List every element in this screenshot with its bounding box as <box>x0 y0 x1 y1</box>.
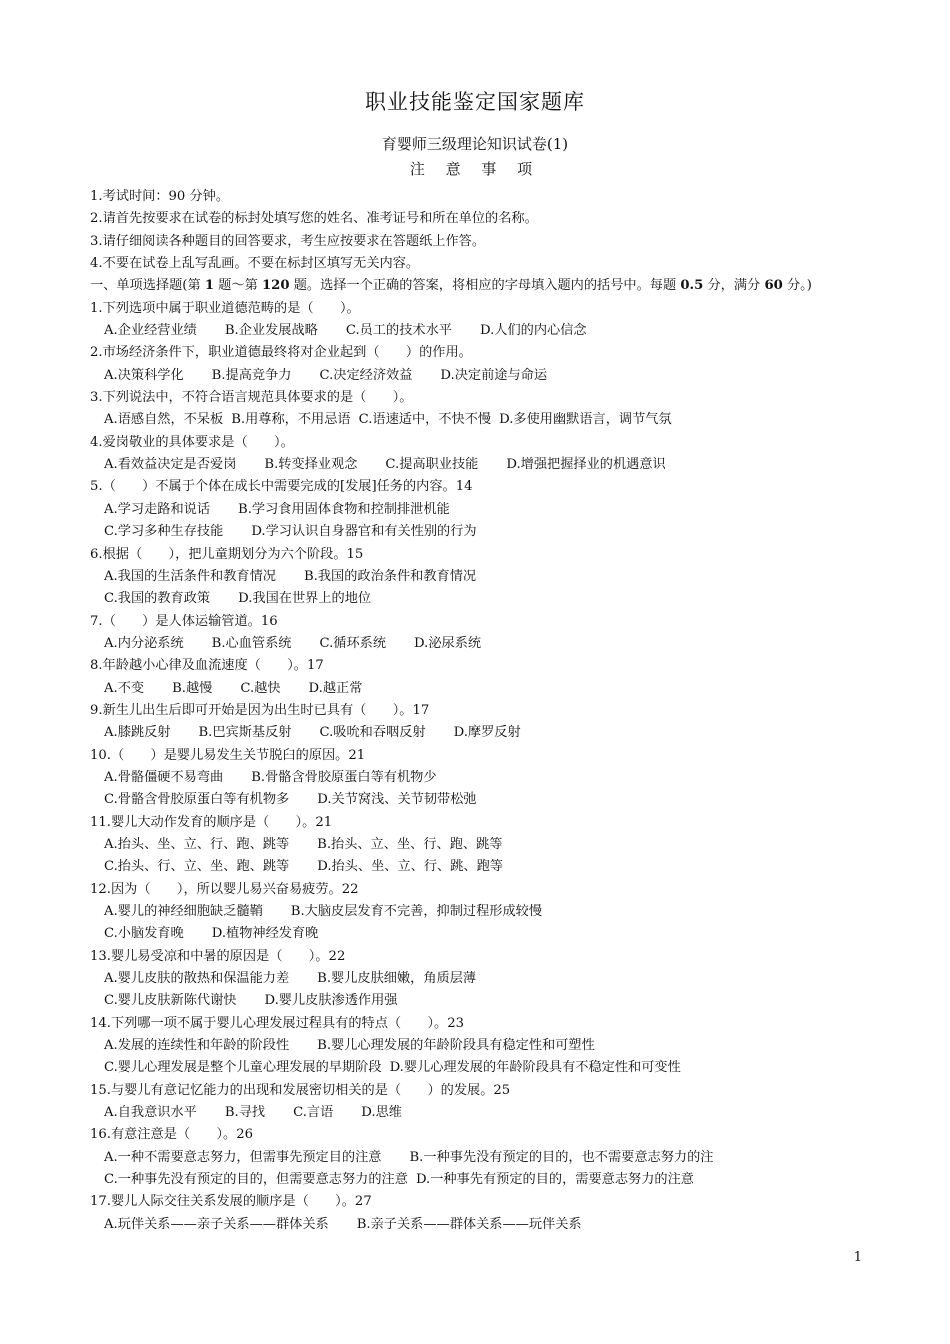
instruction-1: 1.考试时间：90 分钟。 <box>90 189 230 204</box>
answer-option: C.循环系统 <box>319 635 387 651</box>
answer-option: B.提高竞争力 <box>211 367 292 383</box>
answer-option: B.大脑皮层发育不完善，抑制过程形成较慢 <box>290 904 543 919</box>
question-stem: 16.有意注意是（ ）。26 <box>90 1127 254 1143</box>
section-heading <box>90 275 920 297</box>
answer-option: B.抬头、立、坐、行、跑、跳等 <box>317 836 503 852</box>
answer-option: C.学习多种生存技能 <box>104 524 224 540</box>
answer-option: B.我国的政治条件和教育情况 <box>303 568 477 584</box>
option-row <box>90 320 920 342</box>
answer-option: B.一种事先没有预定的目的，也不需要意志努力的注 <box>409 1149 714 1165</box>
answer-option: C.吸吮和吞咽反射 <box>319 725 426 741</box>
question-stem: 13.婴儿易受凉和中暑的原因是（ ）。22 <box>90 948 346 964</box>
answer-option: A.看效益决定是否爱岗 <box>104 457 237 473</box>
answer-option: D.摩罗反射 <box>453 725 521 741</box>
section-text: 分，满分 <box>703 278 765 294</box>
option-row <box>90 1169 920 1191</box>
answer-option: C.语速适中，不快不慢 <box>358 412 492 428</box>
question-stem: 7.（ ）是人体运输管道。16 <box>90 613 278 629</box>
answer-option: B.用尊称，不用忌语 <box>231 412 351 428</box>
question-stem: 2.市场经济条件下，职业道德最终将对企业起到（ ）的作用。 <box>90 345 472 361</box>
option-row <box>90 365 920 387</box>
instruction-3: 3.请仔细阅读各种题目的回答要求，考生应按要求在答题纸上作答。 <box>90 233 486 249</box>
answer-option: A.一种不需要意志努力，但需事先预定目的注意 <box>104 1149 382 1165</box>
answer-option: B.越慢 <box>172 680 213 696</box>
answer-option: D.婴儿皮肤渗透作用强 <box>264 993 398 1009</box>
instruction-2: 2.请首先按要求在试卷的标封处填写您的姓名、准考证号和所在单位的名称。 <box>90 211 538 227</box>
answer-option: D.泌尿系统 <box>414 635 482 651</box>
answer-option: A.学习走路和说话 <box>104 501 211 517</box>
answer-option: A.发展的连续性和年龄的阶段性 <box>104 1038 290 1054</box>
option-row <box>90 1214 920 1236</box>
answer-option: D.婴儿心理发展的年龄阶段具有不稳定性和可变性 <box>389 1060 681 1076</box>
section-bold: 1 <box>204 278 215 294</box>
answer-option: C.骨骼含骨胶原蛋白等有机物多 <box>104 792 290 808</box>
question-stem: 9.新生儿出生后即可开始是因为出生时已具有（ ）。17 <box>90 702 430 718</box>
answer-option: D.多使用幽默语言，调节气氛 <box>499 412 672 428</box>
answer-option: C.小脑发育晚 <box>104 926 184 942</box>
answer-option: D.植物神经发育晚 <box>211 926 319 942</box>
answer-option: B.企业发展战略 <box>224 323 318 339</box>
option-row <box>90 923 920 945</box>
option-row <box>90 454 920 476</box>
question-stem: 8.年龄越小心律及血流速度（ ）。17 <box>90 658 324 674</box>
answer-option: D.学习认识自身器官和有关性别的行为 <box>251 524 477 540</box>
notice-heading: 注 意 事 项 <box>409 160 541 178</box>
section-text: 题。选择一个正确的答案，将相应的字母填入题内的括号中。每题 <box>289 278 681 294</box>
answer-option: A.膝跳反射 <box>104 725 171 741</box>
answer-option: B.巴宾斯基反射 <box>198 725 292 741</box>
question-stem: 6.根据（ ），把儿童期划分为六个阶段。15 <box>90 546 364 562</box>
section-text: 题～第 <box>214 278 262 294</box>
answer-option: D.我国在世界上的地位 <box>238 591 372 607</box>
answer-option: D.越正常 <box>308 680 363 696</box>
question-stem: 14.下列哪一项不属于婴儿心理发展过程具有的特点（ ）。23 <box>90 1015 465 1031</box>
exam-subtitle: 育婴师三级理论知识试卷(1) <box>381 135 569 153</box>
option-row <box>90 901 920 923</box>
answer-option: B.学习食用固体食物和控制排泄机能 <box>238 501 450 517</box>
answer-option: A.婴儿皮肤的散热和保温能力差 <box>104 971 290 987</box>
answer-option: A.不变 <box>104 680 145 696</box>
instruction-4: 4.不要在试卷上乱写乱画。不要在标封区填写无关内容。 <box>90 256 420 272</box>
question-stem: 3.下列说法中，不符合语言规范具体要求的是（ ）。 <box>90 390 413 406</box>
answer-option: C.婴儿心理发展是整个儿童心理发展的早期阶段 <box>104 1060 382 1076</box>
question-stem: 15.与婴儿有意记忆能力的出现和发展密切相关的是（ ）的发展。25 <box>90 1082 511 1098</box>
answer-option: C.提高职业技能 <box>385 457 479 473</box>
option-row <box>90 633 920 655</box>
answer-option: B.寻找 <box>224 1105 266 1121</box>
exam-title: 职业技能鉴定国家题库 <box>365 90 585 114</box>
option-row <box>90 678 920 700</box>
answer-option: A.语感自然，不呆板 <box>104 412 224 428</box>
answer-option: C.抬头、行、立、坐、跑、跳等 <box>104 859 290 875</box>
answer-option: C.言语 <box>293 1105 334 1121</box>
question-stem: 17.婴儿人际交往关系发展的顺序是（ ）。27 <box>90 1194 372 1210</box>
option-row <box>90 588 920 610</box>
answer-option: B.骨骼含骨胶原蛋白等有机物少 <box>251 769 437 785</box>
option-row <box>90 409 920 431</box>
section-text: 分。) <box>782 278 812 294</box>
answer-option: C.越快 <box>240 680 281 696</box>
answer-option: A.玩伴关系——亲子关系——群体关系 <box>104 1216 329 1232</box>
section-bold: 120 <box>261 278 290 294</box>
answer-option: A.内分泌系统 <box>104 635 184 651</box>
answer-option: A.企业经营业绩 <box>104 323 197 339</box>
answer-option: C.我国的教育政策 <box>104 591 211 607</box>
option-row <box>90 834 920 856</box>
answer-option: D.增强把握择业的机遇意识 <box>506 457 666 473</box>
answer-option: C.一种事先没有预定的目的，但需要意志努力的注意 <box>104 1172 408 1188</box>
option-row <box>90 1102 920 1124</box>
option-row <box>90 856 920 878</box>
question-stem: 12.因为（ ），所以婴儿易兴奋易疲劳。22 <box>90 881 359 897</box>
question-stem: 11.婴儿大动作发育的顺序是（ ）。21 <box>90 814 333 830</box>
answer-option: D.思维 <box>361 1105 402 1121</box>
page-number: 1 <box>853 1250 862 1265</box>
answer-option: A.我国的生活条件和教育情况 <box>104 568 276 584</box>
answer-option: B.亲子关系——群体关系——玩伴关系 <box>356 1216 582 1232</box>
question-stem: 1.下列选项中属于职业道德范畴的是（ ）。 <box>90 300 360 316</box>
option-row <box>90 789 920 811</box>
option-row <box>90 1147 920 1169</box>
answer-option: A.抬头、坐、立、行、跑、跳等 <box>104 836 290 852</box>
answer-option: A.骨骼僵硬不易弯曲 <box>104 769 224 785</box>
question-stem: 5.（ ）不属于个体在成长中需要完成的[发展]任务的内容。14 <box>90 479 473 495</box>
answer-option: B.婴儿皮肤细嫩，角质层薄 <box>317 971 477 987</box>
answer-option: B.婴儿心理发展的年龄阶段具有稳定性和可塑性 <box>317 1038 595 1054</box>
option-row <box>90 1035 920 1057</box>
answer-option: D.一种事先有预定的目的，需要意志努力的注意 <box>415 1172 694 1188</box>
answer-option: C.员工的技术水平 <box>345 323 452 339</box>
section-bold: 0.5 <box>680 278 704 294</box>
answer-option: D.决定前途与命运 <box>440 367 548 383</box>
option-row <box>90 990 920 1012</box>
option-row <box>90 968 920 990</box>
option-row <box>90 499 920 521</box>
option-row <box>90 767 920 789</box>
answer-option: B.心血管系统 <box>211 635 292 651</box>
answer-option: D.关节窝浅、关节韧带松弛 <box>317 792 477 808</box>
question-stem: 10.（ ）是婴儿易发生关节脱臼的原因。21 <box>90 747 366 763</box>
section-bold: 60 <box>764 278 783 294</box>
option-row <box>90 1057 920 1079</box>
section-text: 一、单项选择题(第 <box>90 278 205 294</box>
exam-content <box>90 186 920 1236</box>
option-row <box>90 566 920 588</box>
answer-option: A.自我意识水平 <box>104 1105 197 1121</box>
answer-option: A.婴儿的神经细胞缺乏髓鞘 <box>104 904 263 919</box>
question-stem: 4.爱岗敬业的具体要求是（ ）。 <box>90 434 294 450</box>
answer-option: A.决策科学化 <box>104 367 184 383</box>
option-row <box>90 521 920 543</box>
answer-option: D.人们的内心信念 <box>479 323 587 339</box>
question-list <box>90 298 920 1236</box>
answer-option: C.决定经济效益 <box>319 367 413 383</box>
answer-option: B.转变择业观念 <box>264 457 358 473</box>
answer-option: D.抬头、坐、立、行、跳、跑等 <box>317 859 503 875</box>
answer-option: C.婴儿皮肤新陈代谢快 <box>104 993 237 1009</box>
option-row <box>90 722 920 744</box>
